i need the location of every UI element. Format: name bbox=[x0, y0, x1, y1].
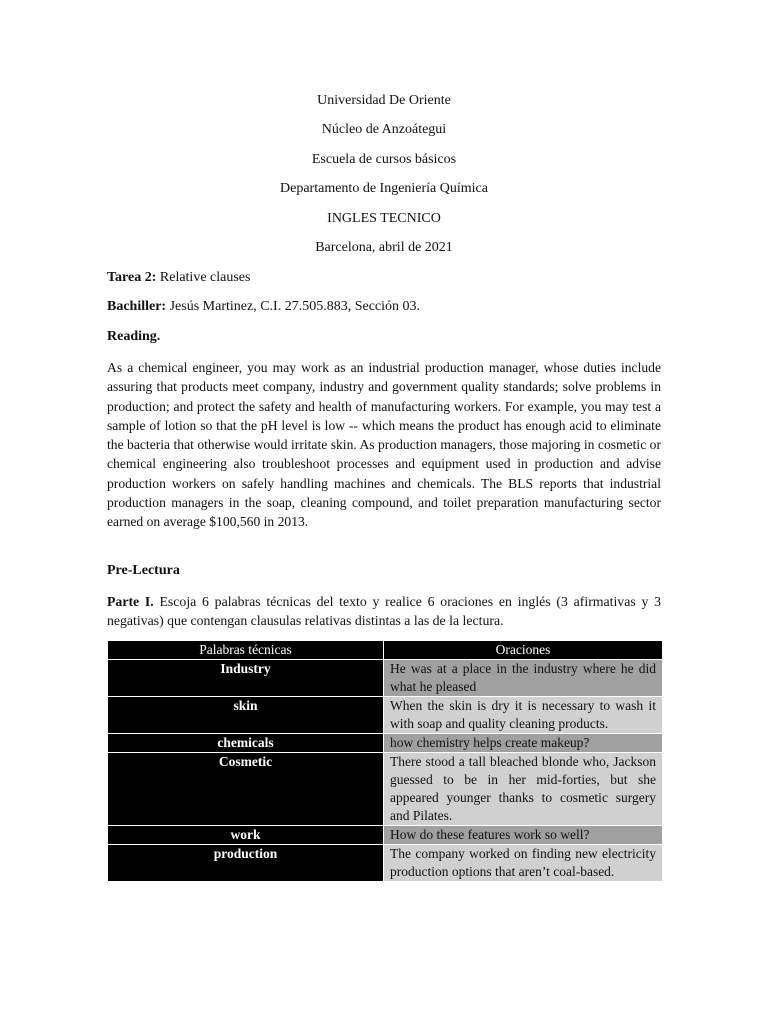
student-value: Jesús Martinez, C.I. 27.505.883, Sección 03. bbox=[166, 299, 421, 314]
student-line bbox=[107, 298, 420, 316]
table-header-row bbox=[108, 641, 663, 660]
department-name: Departamento de Ingeniería Química bbox=[280, 181, 488, 196]
word-cell: skin bbox=[108, 697, 384, 734]
table-row bbox=[108, 753, 663, 826]
task-label: Tarea 2: bbox=[107, 270, 157, 285]
word-cell: Cosmetic bbox=[108, 753, 384, 826]
reading-text: As a chemical engineer, you may work as an industrial production manager, whose duties include assuring that products meet company, industry and government quality standards; solve problems in production; and protect the safety and health of manufacturing workers. For example, you may test a sample of lotion so that the pH level is low -- which means the product has enough acid to eliminate the bacteria that otherwise would irritate skin. As production managers, those majoring in cosmetic or chemical engineering also troubleshoot processes and equipment used in production and advise production workers on safely handling machines and chemicals. The BLS reports that industrial production managers in the soap, cleaning compound, and toilet preparation manufacturing sector earned on average $100,560 in 2013. bbox=[107, 360, 661, 530]
pre-reading-heading: Pre-Lectura bbox=[107, 563, 180, 578]
place-date: Barcelona, abril de 2021 bbox=[315, 240, 453, 255]
task-line bbox=[107, 269, 250, 287]
sentence-cell: When the skin is dry it is necessary to wash it with soap and quality cleaning products. bbox=[384, 697, 663, 734]
part-instructions-text: Escoja 6 palabras técnicas del texto y realice 6 oraciones en inglés (3 afirmativas y 3 negativas) que contengan clausulas relativas distintas a las de la lectura. bbox=[107, 594, 662, 629]
table-row bbox=[108, 660, 663, 697]
part-label: Parte I. bbox=[107, 594, 154, 609]
sentence-cell: How do these features work so well? bbox=[384, 826, 663, 845]
header-words: Palabras técnicas bbox=[108, 641, 384, 660]
table-row bbox=[108, 734, 663, 753]
task-value: Relative clauses bbox=[156, 270, 251, 285]
word-cell: Industry bbox=[108, 660, 384, 697]
reading-heading: Reading. bbox=[107, 329, 161, 344]
school-name: Escuela de cursos básicos bbox=[311, 152, 457, 167]
word-cell: chemicals bbox=[108, 734, 384, 753]
table-row bbox=[108, 826, 663, 845]
part-instructions bbox=[107, 592, 661, 631]
sentence-cell: The company worked on finding new electricity production options that aren’t coal-based. bbox=[384, 845, 663, 882]
table-row bbox=[108, 845, 663, 882]
header-sentences: Oraciones bbox=[384, 641, 663, 660]
word-cell: production bbox=[108, 845, 384, 882]
sentence-cell: how chemistry helps create makeup? bbox=[384, 734, 663, 753]
student-label: Bachiller: bbox=[107, 299, 167, 314]
course-name: INGLES TECNICO bbox=[327, 211, 441, 226]
words-table bbox=[107, 640, 663, 882]
nucleus-name: Núcleo de Anzoátegui bbox=[321, 122, 447, 137]
sentence-cell: He was at a place in the industry where he did what he pleased bbox=[384, 660, 663, 697]
word-cell: work bbox=[108, 826, 384, 845]
university-name: Universidad De Oriente bbox=[317, 93, 451, 108]
table-row bbox=[108, 697, 663, 734]
sentence-cell: There stood a tall bleached blonde who, Jackson guessed to be in her mid-forties, but she appeared younger thanks to cosmetic surgery and Pilates. bbox=[384, 753, 663, 826]
